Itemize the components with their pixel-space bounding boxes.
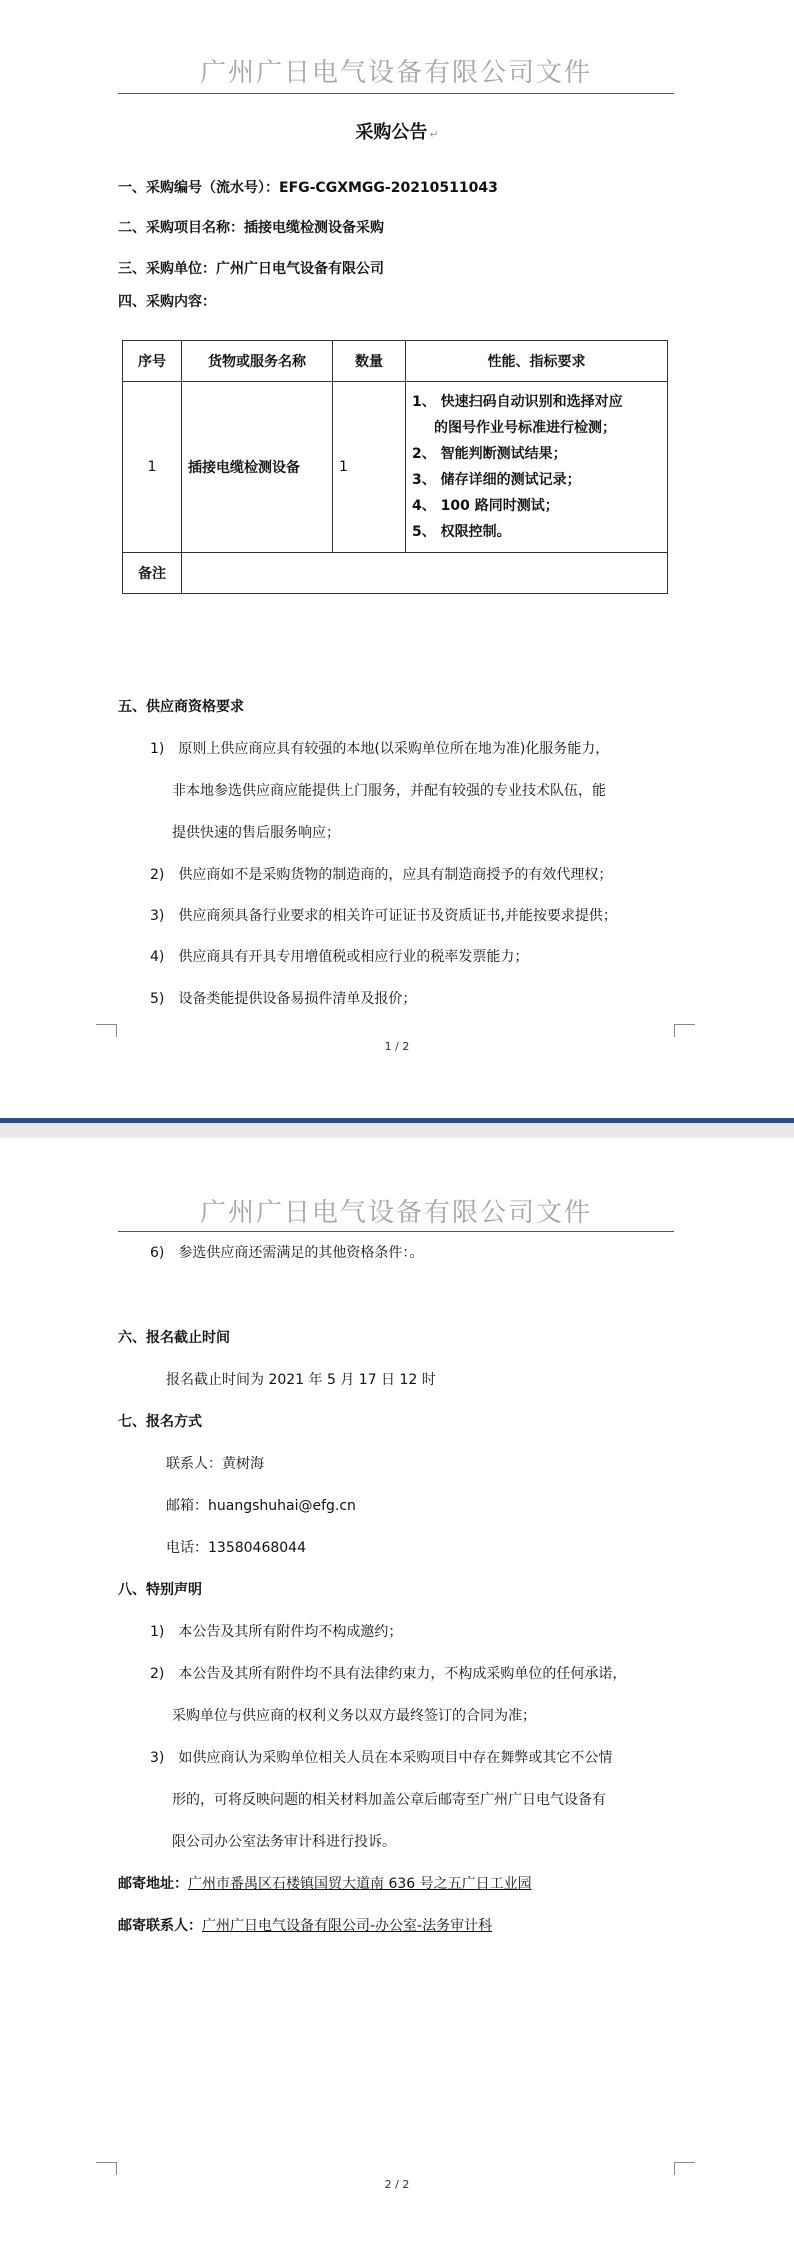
contact-person: 联系人：黄树海 (166, 1456, 264, 1472)
qualification-item: 2) 供应商如不是采购货物的制造商的，应具有制造商授予的有效代理权； (150, 867, 613, 883)
mail-contact: 邮寄联系人：广州广日电气设备有限公司-办公室-法务审计科 (118, 1918, 493, 1934)
table-header-item: 货物或服务名称 (182, 341, 333, 382)
qualification-item: 非本地参选供应商应能提供上门服务，并配有较强的专业技术队伍，能 (172, 783, 606, 799)
statement-item: 2) 本公告及其所有附件均不具有法律约束力，不构成采购单位的任何承诺， (150, 1666, 627, 1682)
statement-item: 限公司办公室法务审计科进行投诉。 (172, 1834, 396, 1850)
cell-specs (406, 382, 668, 553)
statement-item: 采购单位与供应商的权利义务以双方最终签订的合同为准； (172, 1708, 536, 1724)
procurement-table (122, 340, 668, 594)
spec-line: 1、 快速扫码自动识别和选择对应 (412, 394, 623, 410)
table-row (123, 382, 668, 553)
qualification-item: 5) 设备类能提供设备易损件清单及报价； (150, 991, 417, 1007)
table-header-no: 序号 (123, 341, 182, 382)
page-header-title: 广州广日电气设备有限公司文件 (199, 58, 592, 88)
header-rule (118, 93, 674, 94)
statement-item: 1) 本公告及其所有附件均不构成邀约； (150, 1624, 403, 1640)
header-rule (118, 1231, 674, 1232)
notice-title: 采购公告 ↵ (355, 122, 439, 143)
cell-remark-label: 备注 (123, 553, 182, 594)
qualification-item: 3) 供应商须具备行业要求的相关许可证证书及资质证书,并能按要求提供； (150, 908, 617, 924)
statement-item: 形的，可将反映问题的相关材料加盖公章后邮寄至广州广日电气设备有 (172, 1792, 606, 1808)
contact-phone: 电话：13580468044 (166, 1540, 306, 1556)
mail-address: 邮寄地址：广州市番禺区石楼镇国贸大道南 636 号之五广日工业园 (118, 1876, 532, 1892)
margin-corner-mark (96, 1024, 117, 1037)
deadline-text: 报名截止时间为 2021 年 5 月 17 日 12 时 (166, 1372, 436, 1388)
spec-line: 4、 100 路同时测试； (412, 498, 559, 514)
margin-corner-mark (674, 1024, 695, 1037)
contact-email: 邮箱：huangshuhai@efg.cn (166, 1498, 356, 1514)
qualification-item: 6) 参选供应商还需满足的其他资格条件：。 (150, 1245, 424, 1261)
margin-corner-mark (674, 2162, 695, 2175)
cell-item-name: 插接电缆检测设备 (182, 382, 333, 553)
spec-line: 3、 储存详细的测试记录； (412, 472, 581, 488)
page-number: 2 / 2 (384, 2178, 410, 2191)
section-5-title: 五、供应商资格要求 (118, 699, 244, 715)
spec-line: 5、 权限控制。 (412, 524, 511, 540)
table-header-specs: 性能、指标要求 (406, 341, 668, 382)
cell-no: 1 (123, 382, 182, 553)
margin-corner-mark (96, 2162, 117, 2175)
section-6-title: 六、报名截止时间 (118, 1330, 230, 1346)
page-number: 1 / 2 (384, 1040, 410, 1053)
document-page-2 (0, 1138, 794, 2258)
section-8-title: 八、特别声明 (118, 1582, 202, 1598)
statement-item: 3) 如供应商认为采购单位相关人员在本采购项目中存在舞弊或其它不公情 (150, 1750, 613, 1766)
cell-qty: 1 (333, 382, 406, 553)
qualification-item: 4) 供应商具有开具专用增值税或相应行业的税率发票能力； (150, 949, 529, 965)
section-4-procurement-content: 四、采购内容： (118, 294, 216, 310)
spec-line: 的图号作业号标准进行检测； (434, 420, 616, 436)
table-header-qty: 数量 (333, 341, 406, 382)
document-page-1 (0, 0, 794, 1118)
section-7-title: 七、报名方式 (118, 1414, 202, 1430)
spec-line: 2、 智能判断测试结果； (412, 446, 567, 462)
cell-remark-value (182, 553, 668, 594)
section-2-project-name: 二、采购项目名称：插接电缆检测设备采购 (118, 220, 384, 236)
table-remark-row (123, 553, 668, 594)
page-separator-bar (0, 1118, 794, 1123)
qualification-item: 1) 原则上供应商应具有较强的本地(以采购单位所在地为准)化服务能力， (150, 741, 610, 757)
section-1-procurement-number: 一、采购编号（流水号）：EFG-CGXMGG-20210511043 (118, 180, 498, 196)
page-header-title: 广州广日电气设备有限公司文件 (199, 1198, 592, 1228)
qualification-item: 提供快速的售后服务响应； (172, 825, 340, 841)
section-3-procurement-unit: 三、采购单位：广州广日电气设备有限公司 (118, 261, 384, 277)
